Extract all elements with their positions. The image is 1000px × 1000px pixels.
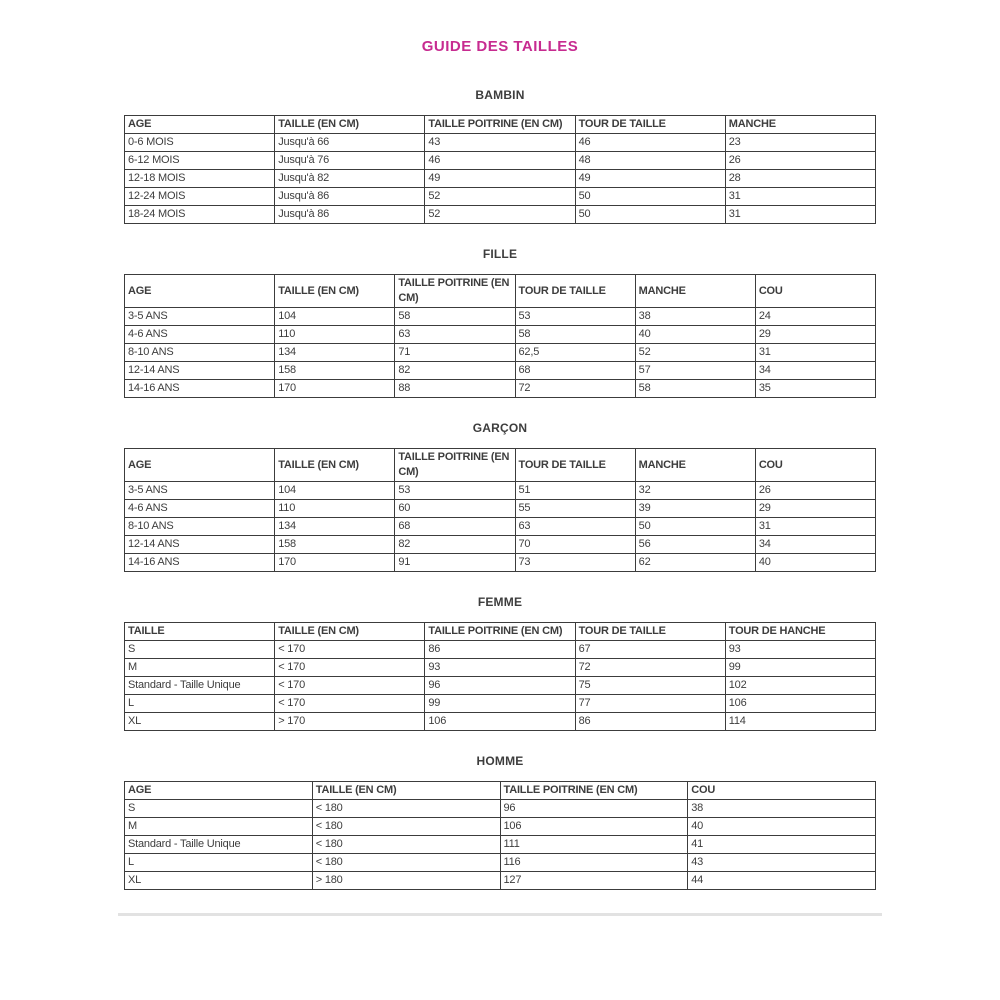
table-cell: 31	[725, 188, 875, 206]
table-header-row	[125, 623, 876, 641]
table-cell: 29	[755, 500, 875, 518]
table-cell: 57	[635, 362, 755, 380]
table-cell: 158	[275, 536, 395, 554]
table-cell: 26	[725, 152, 875, 170]
table-cell: Jusqu'à 66	[275, 134, 425, 152]
table-cell: < 180	[312, 818, 500, 836]
column-header: TOUR DE TAILLE	[575, 116, 725, 134]
table-cell: 110	[275, 326, 395, 344]
table-cell: 0-6 MOIS	[125, 134, 275, 152]
table-row	[125, 536, 876, 554]
table-row	[125, 344, 876, 362]
table-cell: 31	[755, 344, 875, 362]
table-cell: 12-14 ANS	[125, 362, 275, 380]
table-cell: 72	[515, 380, 635, 398]
table-cell: 158	[275, 362, 395, 380]
table-cell: 50	[575, 206, 725, 224]
table-row	[125, 677, 876, 695]
table-cell: S	[125, 800, 313, 818]
bottom-divider-wrap	[118, 913, 882, 916]
section-homme	[124, 754, 876, 890]
table-cell: 49	[425, 170, 575, 188]
table-cell: 63	[395, 326, 515, 344]
table-cell: 51	[515, 482, 635, 500]
table-cell: Jusqu'à 86	[275, 188, 425, 206]
table-cell: 46	[425, 152, 575, 170]
section-heading-garcon: GARÇON	[472, 421, 528, 435]
table-cell: 134	[275, 518, 395, 536]
table-cell: 26	[755, 482, 875, 500]
table-cell: 50	[575, 188, 725, 206]
column-header: COU	[688, 782, 876, 800]
column-header: TAILLE (EN CM)	[275, 275, 395, 308]
table-row	[125, 854, 876, 872]
table-cell: 48	[575, 152, 725, 170]
table-row	[125, 482, 876, 500]
table-cell: 93	[425, 659, 575, 677]
table-row	[125, 695, 876, 713]
table-cell: 72	[575, 659, 725, 677]
column-header: MANCHE	[725, 116, 875, 134]
table-cell: 39	[635, 500, 755, 518]
page-title: GUIDE DES TAILLES	[421, 38, 579, 55]
table-cell: Jusqu'à 86	[275, 206, 425, 224]
size-guide-sections	[124, 88, 876, 890]
table-row	[125, 380, 876, 398]
size-table-fille	[124, 274, 876, 398]
table-cell: 77	[575, 695, 725, 713]
table-cell: Standard - Taille Unique	[125, 836, 313, 854]
table-cell: 12-14 ANS	[125, 536, 275, 554]
table-cell: 68	[515, 362, 635, 380]
section-garcon	[124, 421, 876, 572]
column-header: TAILLE POITRINE (EN CM)	[395, 275, 515, 308]
table-cell: 71	[395, 344, 515, 362]
table-cell: 52	[635, 344, 755, 362]
column-header: TAILLE POITRINE (EN CM)	[425, 116, 575, 134]
column-header: MANCHE	[635, 449, 755, 482]
table-cell: M	[125, 659, 275, 677]
table-cell: 106	[725, 695, 875, 713]
table-cell: 170	[275, 380, 395, 398]
table-cell: 28	[725, 170, 875, 188]
table-cell: 62,5	[515, 344, 635, 362]
table-cell: 4-6 ANS	[125, 500, 275, 518]
table-row	[125, 134, 876, 152]
table-cell: 34	[755, 536, 875, 554]
size-table-femme	[124, 622, 876, 731]
table-cell: 23	[725, 134, 875, 152]
table-cell: 68	[395, 518, 515, 536]
column-header: TAILLE POITRINE (EN CM)	[500, 782, 688, 800]
table-cell: 88	[395, 380, 515, 398]
table-cell: 46	[575, 134, 725, 152]
section-heading-fille: FILLE	[482, 247, 518, 261]
section-femme	[124, 595, 876, 731]
table-cell: 111	[500, 836, 688, 854]
table-row	[125, 362, 876, 380]
table-cell: 96	[500, 800, 688, 818]
table-cell: < 170	[275, 659, 425, 677]
table-cell: 73	[515, 554, 635, 572]
table-cell: 60	[395, 500, 515, 518]
table-cell: < 170	[275, 695, 425, 713]
table-cell: 40	[688, 818, 876, 836]
table-cell: 134	[275, 344, 395, 362]
column-header: TAILLE (EN CM)	[275, 116, 425, 134]
table-cell: 53	[515, 308, 635, 326]
table-cell: > 180	[312, 872, 500, 890]
column-header: MANCHE	[635, 275, 755, 308]
column-header: TOUR DE HANCHE	[725, 623, 875, 641]
size-table-homme	[124, 781, 876, 890]
table-cell: 58	[635, 380, 755, 398]
column-header: AGE	[125, 116, 275, 134]
table-cell: 35	[755, 380, 875, 398]
table-row	[125, 659, 876, 677]
table-cell: 52	[425, 188, 575, 206]
table-cell: < 170	[275, 677, 425, 695]
table-cell: Standard - Taille Unique	[125, 677, 275, 695]
table-cell: 32	[635, 482, 755, 500]
table-cell: 116	[500, 854, 688, 872]
table-row	[125, 326, 876, 344]
table-cell: > 170	[275, 713, 425, 731]
table-cell: 58	[515, 326, 635, 344]
table-cell: 75	[575, 677, 725, 695]
table-row	[125, 500, 876, 518]
table-cell: 31	[725, 206, 875, 224]
table-cell: M	[125, 818, 313, 836]
table-header-row	[125, 782, 876, 800]
table-cell: 4-6 ANS	[125, 326, 275, 344]
table-cell: 31	[755, 518, 875, 536]
table-cell: 24	[755, 308, 875, 326]
table-cell: 106	[500, 818, 688, 836]
table-cell: 53	[395, 482, 515, 500]
table-row	[125, 872, 876, 890]
table-cell: 38	[635, 308, 755, 326]
table-row	[125, 818, 876, 836]
table-cell: 3-5 ANS	[125, 482, 275, 500]
table-cell: 38	[688, 800, 876, 818]
table-row	[125, 641, 876, 659]
column-header: TAILLE (EN CM)	[312, 782, 500, 800]
column-header: TAILLE (EN CM)	[275, 449, 395, 482]
table-cell: 12-24 MOIS	[125, 188, 275, 206]
table-cell: 127	[500, 872, 688, 890]
column-header: AGE	[125, 449, 275, 482]
table-cell: 41	[688, 836, 876, 854]
column-header: AGE	[125, 782, 313, 800]
table-cell: 58	[395, 308, 515, 326]
table-cell: L	[125, 695, 275, 713]
table-cell: 104	[275, 308, 395, 326]
table-cell: 67	[575, 641, 725, 659]
table-cell: 18-24 MOIS	[125, 206, 275, 224]
table-header-row	[125, 449, 876, 482]
table-cell: 3-5 ANS	[125, 308, 275, 326]
table-cell: 82	[395, 362, 515, 380]
size-table-garcon	[124, 448, 876, 572]
column-header: TOUR DE TAILLE	[515, 275, 635, 308]
table-cell: 96	[425, 677, 575, 695]
table-cell: 86	[425, 641, 575, 659]
column-header: TAILLE (EN CM)	[275, 623, 425, 641]
table-cell: < 170	[275, 641, 425, 659]
column-header: TAILLE POITRINE (EN CM)	[425, 623, 575, 641]
table-cell: 102	[725, 677, 875, 695]
table-cell: 8-10 ANS	[125, 344, 275, 362]
table-cell: 110	[275, 500, 395, 518]
table-cell: 55	[515, 500, 635, 518]
table-row	[125, 713, 876, 731]
size-table-bambin	[124, 115, 876, 224]
table-cell: Jusqu'à 76	[275, 152, 425, 170]
section-heading-bambin: BAMBIN	[475, 88, 525, 102]
table-cell: XL	[125, 872, 313, 890]
table-header-row	[125, 116, 876, 134]
table-cell: 52	[425, 206, 575, 224]
table-cell: 14-16 ANS	[125, 554, 275, 572]
table-cell: 82	[395, 536, 515, 554]
table-cell: XL	[125, 713, 275, 731]
table-cell: S	[125, 641, 275, 659]
table-cell: 14-16 ANS	[125, 380, 275, 398]
table-cell: 114	[725, 713, 875, 731]
column-header: COU	[755, 275, 875, 308]
section-fille	[124, 247, 876, 398]
table-cell: 29	[755, 326, 875, 344]
table-row	[125, 800, 876, 818]
table-cell: 93	[725, 641, 875, 659]
table-cell: 34	[755, 362, 875, 380]
table-cell: 43	[688, 854, 876, 872]
table-cell: 43	[425, 134, 575, 152]
table-cell: 106	[425, 713, 575, 731]
table-row	[125, 518, 876, 536]
table-cell: 44	[688, 872, 876, 890]
table-cell: 56	[635, 536, 755, 554]
table-row	[125, 308, 876, 326]
table-cell: < 180	[312, 836, 500, 854]
column-header: TOUR DE TAILLE	[515, 449, 635, 482]
table-row	[125, 836, 876, 854]
section-bambin	[124, 88, 876, 224]
table-cell: 86	[575, 713, 725, 731]
column-header: TAILLE	[125, 623, 275, 641]
bottom-divider	[118, 913, 882, 916]
table-cell: 62	[635, 554, 755, 572]
column-header: TOUR DE TAILLE	[575, 623, 725, 641]
table-cell: 63	[515, 518, 635, 536]
column-header: TAILLE POITRINE (EN CM)	[395, 449, 515, 482]
table-cell: < 180	[312, 800, 500, 818]
section-heading-homme: HOMME	[476, 754, 524, 768]
table-cell: 99	[425, 695, 575, 713]
table-row	[125, 188, 876, 206]
table-cell: 49	[575, 170, 725, 188]
table-cell: 8-10 ANS	[125, 518, 275, 536]
table-cell: 40	[755, 554, 875, 572]
table-cell: 91	[395, 554, 515, 572]
table-cell: Jusqu'à 82	[275, 170, 425, 188]
table-cell: 50	[635, 518, 755, 536]
table-cell: 99	[725, 659, 875, 677]
table-cell: L	[125, 854, 313, 872]
table-row	[125, 554, 876, 572]
section-heading-femme: FEMME	[477, 595, 523, 609]
table-cell: 6-12 MOIS	[125, 152, 275, 170]
table-cell: 70	[515, 536, 635, 554]
column-header: AGE	[125, 275, 275, 308]
table-row	[125, 152, 876, 170]
column-header: COU	[755, 449, 875, 482]
table-cell: 40	[635, 326, 755, 344]
table-cell: 12-18 MOIS	[125, 170, 275, 188]
table-header-row	[125, 275, 876, 308]
table-row	[125, 206, 876, 224]
table-cell: < 180	[312, 854, 500, 872]
table-row	[125, 170, 876, 188]
table-cell: 104	[275, 482, 395, 500]
table-cell: 170	[275, 554, 395, 572]
